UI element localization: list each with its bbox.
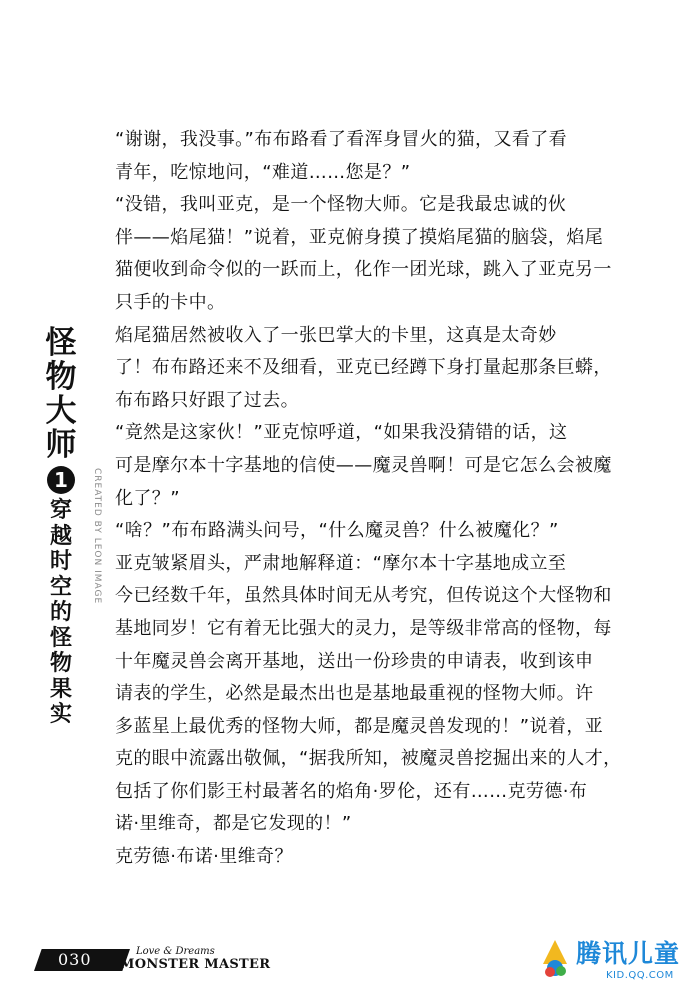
text-line: 亚克皱紧眉头，严肃地解释道：“摩尔本十字基地成立至 — [115, 552, 567, 574]
text-line: 多蓝星上最优秀的怪物大师，都是魔灵兽发现的！”说着，亚 — [115, 715, 604, 737]
text-line: 基地同岁！它有着无比强大的灵力，是等级非常高的怪物，每 — [115, 617, 612, 639]
text-line: 青年，吃惊地问，“难道……您是？” — [115, 161, 411, 183]
text-line: “没错，我叫亚克，是一个怪物大师。它是我最忠诚的伙 — [115, 194, 567, 216]
book-title-char: 怪 — [45, 325, 77, 361]
watermark-url: KID.QQ.COM — [606, 970, 674, 981]
page-number: 030 — [58, 950, 92, 969]
book-subtitle-char: 越 — [49, 523, 72, 549]
text-line: 焰尾猫居然被收入了一张巴掌大的卡里，这真是太奇妙 — [115, 324, 557, 346]
creator-credit: CREATED BY LEON IMAGE — [92, 468, 102, 605]
book-title-char: 师 — [45, 427, 77, 463]
tencent-kids-logo-icon — [540, 938, 570, 978]
text-line: 化了？” — [115, 487, 180, 509]
book-subtitle-char: 时 — [49, 549, 72, 574]
text-line: 克劳德·布诺·里维奇？ — [115, 846, 293, 868]
text-line: 布布路只好跟了过去。 — [115, 389, 299, 411]
body-text — [115, 124, 625, 874]
text-line: “竟然是这家伙！”亚克惊呼道，“如果我没猜错的话，这 — [115, 422, 568, 444]
book-title-vertical — [42, 326, 80, 728]
text-line: 猫便收到命令似的一跃而上，化作一团光球，跳入了亚克另一 — [115, 259, 612, 281]
volume-badge: 1 — [47, 466, 75, 494]
book-subtitle-char: 的 — [49, 600, 72, 625]
text-line: 十年魔灵兽会离开基地，送出一份珍贵的申请表，收到该申 — [115, 650, 594, 672]
watermark-brand: 腾讯儿童 — [576, 939, 681, 968]
text-line: 伴——焰尾猫！”说着，亚克俯身摸了摸焰尾猫的脑袋，焰尾 — [115, 226, 604, 248]
book-subtitle-char: 实 — [49, 702, 72, 727]
text-line: 了！布布路还来不及细看，亚克已经蹲下身打量起那条巨蟒， — [115, 357, 612, 379]
book-title-char: 大 — [45, 393, 77, 429]
book-subtitle-char: 果 — [49, 676, 72, 702]
text-line: 诺·里维奇，都是它发现的！” — [115, 813, 352, 835]
text-line: 包括了你们影王村最著名的焰角·罗伦，还有……克劳德·布 — [115, 780, 588, 802]
text-line: 克的眼中流露出敬佩，“据我所知，被魔灵兽挖掘出来的人才， — [115, 748, 622, 770]
text-line: 请表的学生，必然是最杰出也是基地最重视的怪物大师。许 — [115, 683, 594, 705]
text-line: 今已经数千年，虽然具体时间无从考究，但传说这个大怪物和 — [115, 585, 612, 607]
book-subtitle-char: 空 — [49, 574, 72, 600]
text-line: 可是摩尔本十字基地的信使——魔灵兽啊！可是它怎么会被魔 — [115, 454, 612, 476]
series-tagline: Love & Dreams — [136, 946, 215, 957]
book-subtitle-char: 穿 — [49, 498, 72, 523]
book-subtitle-char: 怪 — [49, 625, 72, 651]
text-line: 只手的卡中。 — [115, 291, 226, 313]
text-line: “谢谢，我没事。”布布路看了看浑身冒火的猫，又看了看 — [115, 129, 568, 150]
text-line: “啥？”布布路满头问号，“什么魔灵兽？什么被魔化？” — [115, 520, 559, 542]
book-title-char: 物 — [45, 359, 77, 395]
series-name: MONSTER MASTER — [120, 957, 271, 972]
book-subtitle-char: 物 — [49, 651, 72, 676]
